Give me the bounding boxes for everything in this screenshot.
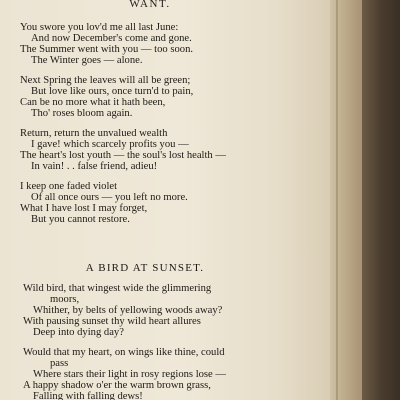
poem-line: But love like ours, once turn'd to pain, <box>31 86 194 97</box>
poem-line: Next Spring the leaves will all be green; <box>20 75 191 86</box>
poem-line: I keep one faded violet <box>20 181 118 192</box>
poem-line: pass <box>50 358 69 369</box>
poem-line: And now December's come and gone. <box>31 33 192 44</box>
poem-line: The heart's lost youth — the soul's lost health — <box>20 150 226 161</box>
poem-line: You swore you lov'd me all last June: <box>20 22 179 33</box>
page-edges <box>330 0 362 400</box>
poem-line: Falling with falling dews! <box>33 391 143 400</box>
poem-line: Wild bird, that wingest wide the glimmering <box>23 283 212 294</box>
poem-line: A happy shadow o'er the warm brown grass, <box>23 380 211 391</box>
poem-line: The Summer went with you — too soon. <box>20 44 194 55</box>
poem-line: Where stars their light in rosy regions lose — <box>33 369 226 380</box>
poem-title-want: WANT. <box>129 0 171 10</box>
poem-line: Would that my heart, on wings like thine, could <box>23 347 225 358</box>
poem-line: Return, return the unvalued wealth <box>20 128 168 139</box>
poem-line: moors, <box>50 294 80 305</box>
poem-line: With pausing sunset thy wild heart allures <box>23 316 201 327</box>
poem-line: In vain! . . false friend, adieu! <box>31 161 158 172</box>
poem-title-bird-at-sunset: A BIRD AT SUNSET. <box>85 262 205 274</box>
book-cover <box>362 0 400 400</box>
poem-line: Can be no more what it hath been, <box>20 97 166 108</box>
poem-line: Deep into dying day? <box>33 327 124 338</box>
poem-line: Tho' roses bloom again. <box>31 108 133 119</box>
poem-line: The Winter goes — alone. <box>31 55 143 66</box>
poem-line: Whither, by belts of yellowing woods away? <box>33 305 223 316</box>
poem-line: Of all once ours — you left no more. <box>31 192 188 203</box>
poem-line: But you cannot restore. <box>31 214 130 225</box>
poem-line: I gave! which scarcely profits you — <box>31 139 189 150</box>
poem-line: What I have lost I may forget, <box>20 203 148 214</box>
